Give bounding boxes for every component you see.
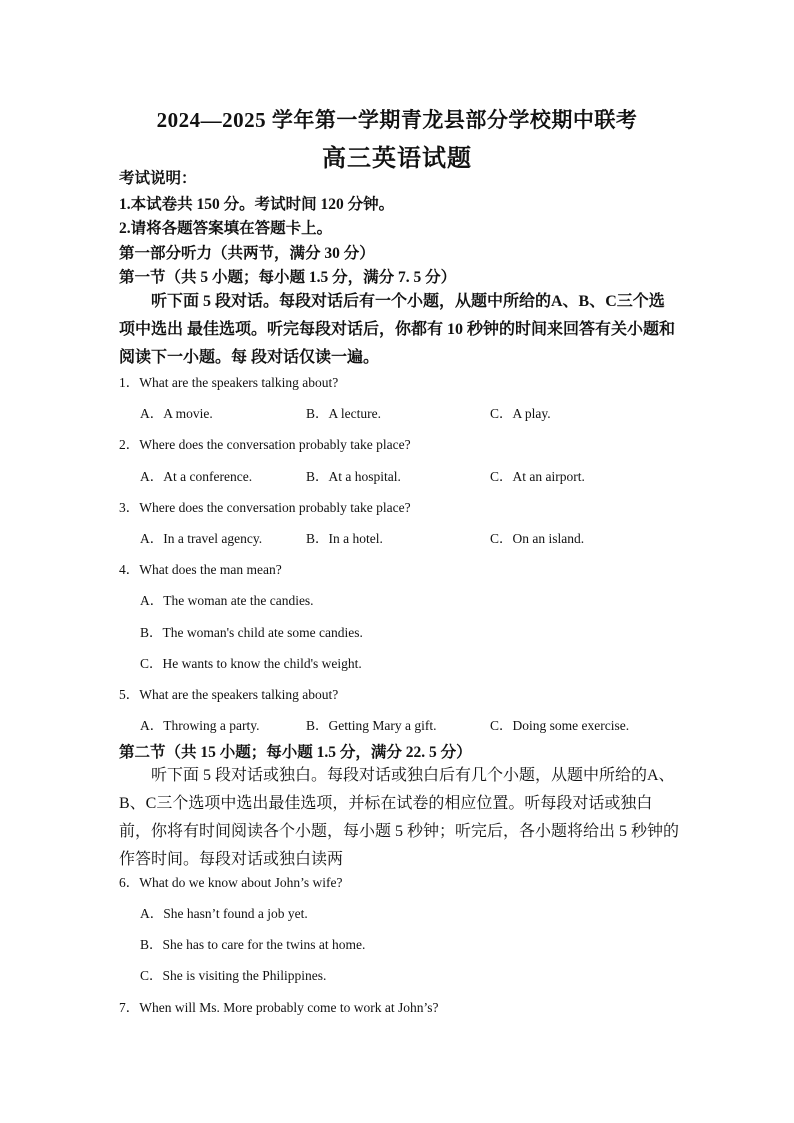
question-stem: What are the speakers talking about? [139,687,339,702]
q5-option-b: B．Getting Mary a gift. [306,718,437,733]
question-1 [119,371,338,391]
q5-option-c: C．Doing some exercise. [490,718,630,733]
q4-option-a: A．The woman ate the candies. [140,593,314,608]
section1-heading: 第一节（共 5 小题；每小题 1.5 分，满分 7. 5 分） [119,269,457,286]
question-6 [119,871,342,891]
question-stem: Where does the conversation probably take place? [139,437,411,452]
q5-option-a: A．Throwing a party. [140,718,260,733]
question-number: 6． [119,875,140,890]
question-5 [119,683,338,703]
question-number: 4． [119,562,140,577]
section2-directions-text: 听下面 5 段对话或独白。每段对话或独白后有几个小题，从题中所给的A、B、C三个选项中选出最佳选项，并标在试卷的相应位置。听每段对话或独白前，你将有时间阅读各个小题，每小题 5 秒钟；听完后，各小题将给出 5 秒钟的作答时间。每段对话或独白读两 [119,767,680,868]
question-number: 2． [119,437,140,452]
q4-option-b: B．The woman's child ate some candies. [140,625,363,640]
q6-option-a: A．She hasn’t found a job yet. [140,906,308,921]
question-number: 3． [119,500,140,515]
q4-option-c: C．He wants to know the child's weight. [140,656,362,671]
section1-directions [119,288,679,372]
question-stem: Where does the conversation probably take place? [139,500,411,515]
question-number: 7． [119,1000,140,1015]
instruction-item-1: 1.本试卷共 150 分。考试时间 120 分钟。 [119,196,395,213]
q6-option-b: B．She has to care for the twins at home. [140,937,366,952]
question-stem: What do we know about John’s wife? [139,875,343,890]
q1-option-c: C．A play. [490,406,551,421]
question-7 [119,996,438,1016]
question-number: 5． [119,687,140,702]
question-2 [119,433,411,453]
q2-option-c: C．At an airport. [490,469,585,484]
q2-option-b: B．At a hospital. [306,469,401,484]
question-stem: When will Ms. More probably come to work at John’s? [139,1000,439,1015]
question-stem: What are the speakers talking about? [139,375,339,390]
question-4 [119,558,282,578]
section1-directions-text: 听下面 5 段对话。每段对话后有一个小题，从题中所给的A、B、C三个选项中选出 最佳选项。听完每段对话后，你都有 10 秒钟的时间来回答有关小题和阅读下一小题。每 段对话仅读一遍。 [119,293,676,366]
instructions-heading: 考试说明： [119,170,197,187]
q3-option-b: B．In a hotel. [306,531,383,546]
q2-option-a: A．At a conference. [140,469,253,484]
part1-heading: 第一部分听力（共两节，满分 30 分） [119,245,375,262]
section2-heading: 第二节（共 15 小题；每小题 1.5 分，满分 22. 5 分） [119,744,472,761]
exam-title: 2024—2025 学年第一学期青龙县部分学校期中联考 [156,108,638,132]
q3-option-a: A．In a travel agency. [140,531,263,546]
q1-option-b: B．A lecture. [306,406,381,421]
question-3 [119,496,411,516]
q1-option-a: A．A movie. [140,406,213,421]
q6-option-c: C．She is visiting the Philippines. [140,968,327,983]
question-stem: What does the man mean? [139,562,282,577]
section2-directions [119,762,679,874]
question-number: 1． [119,375,140,390]
instruction-item-2: 2.请将各题答案填在答题卡上。 [119,220,333,237]
q3-option-c: C．On an island. [490,531,585,546]
exam-subtitle: 高三英语试题 [322,146,472,172]
